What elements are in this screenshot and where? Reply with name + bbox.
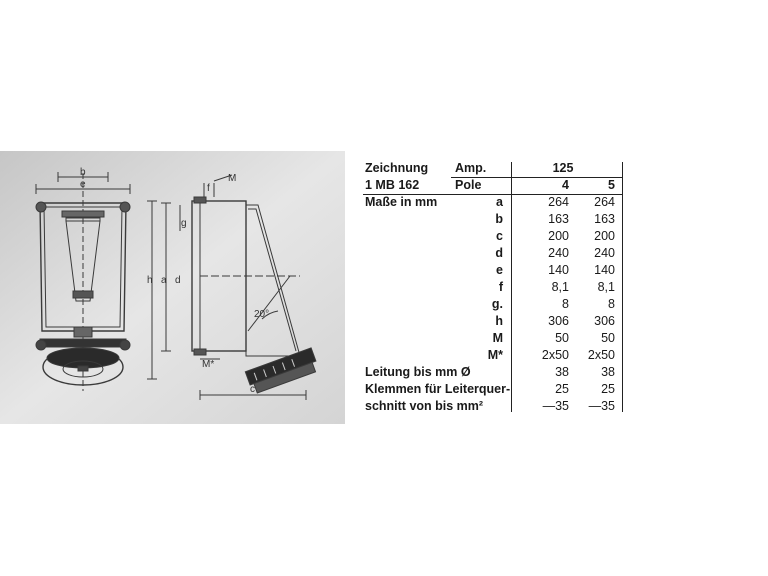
amp-value: 125	[552, 161, 574, 175]
label-angle: 20°	[254, 309, 270, 320]
drawing-background	[0, 151, 345, 424]
leitung-value-5: 38	[601, 365, 615, 379]
schnitt-row	[363, 398, 631, 415]
dim-key: f	[498, 280, 503, 294]
pole-label: Pole	[455, 178, 482, 192]
dim-value-4: 264	[548, 195, 569, 209]
header-row-1	[363, 160, 631, 177]
klemmen-value-5: 25	[601, 382, 615, 396]
dim-key: h	[495, 314, 503, 328]
dim-row-f	[363, 279, 631, 296]
masse-label: Maße in mm	[365, 195, 438, 209]
dim-value-4: 8	[562, 297, 569, 311]
label-f: f	[207, 183, 210, 194]
rule-col-left	[511, 162, 512, 412]
dim-value-4: 2x50	[541, 348, 569, 362]
dim-row-d	[363, 245, 631, 262]
label-e: e	[80, 179, 86, 190]
dim-value-5: 240	[594, 246, 615, 260]
dim-row-a	[363, 194, 631, 211]
dim-key: c	[496, 229, 503, 243]
amp-label: Amp.	[455, 161, 487, 175]
dim-value-5: 2x50	[587, 348, 615, 362]
leitung-label: Leitung bis mm Ø	[365, 365, 471, 379]
dim-value-4: 163	[548, 212, 569, 226]
label-b: b	[80, 167, 86, 178]
zeichnung-label: Zeichnung	[365, 161, 429, 175]
dim-value-5: 200	[594, 229, 615, 243]
dim-row-b	[363, 211, 631, 228]
label-M: M	[228, 173, 237, 184]
label-d: d	[175, 275, 181, 286]
dim-value-4: 50	[555, 331, 569, 345]
dim-value-4: 8,1	[551, 280, 569, 294]
label-h: h	[147, 275, 153, 286]
dim-key: g.	[491, 297, 503, 311]
schnitt-label: schnitt von bis mm²	[365, 399, 484, 413]
dim-row-g	[363, 296, 631, 313]
pole-5: 5	[608, 178, 615, 192]
dim-row-Mstar	[363, 347, 631, 364]
dim-row-M	[363, 330, 631, 347]
dim-row-e	[363, 262, 631, 279]
spec-table	[363, 160, 631, 415]
dim-key: a	[496, 195, 503, 209]
rule-under-amp	[451, 177, 623, 178]
dim-value-5: 50	[601, 331, 615, 345]
schnitt-value-5: —35	[588, 399, 615, 413]
dim-row-h	[363, 313, 631, 330]
dim-value-4: 140	[548, 263, 569, 277]
dim-value-5: 306	[594, 314, 615, 328]
schnitt-value-4: —35	[542, 399, 569, 413]
header-row-2	[363, 177, 631, 194]
leitung-row	[363, 364, 631, 381]
dim-key: M	[492, 331, 503, 345]
label-a: a	[161, 275, 167, 286]
dim-value-5: 140	[594, 263, 615, 277]
dim-value-5: 8	[608, 297, 615, 311]
rule-under-header	[363, 194, 623, 195]
dim-value-4: 200	[548, 229, 569, 243]
klemmen-row	[363, 381, 631, 398]
klemmen-label: Klemmen für Leiterquer-	[365, 382, 511, 396]
label-g: g	[181, 218, 187, 229]
label-c: c	[250, 384, 255, 395]
klemmen-value-4: 25	[555, 382, 569, 396]
pole-4: 4	[562, 178, 569, 192]
dim-key: e	[496, 263, 503, 277]
dim-value-5: 163	[594, 212, 615, 226]
dim-row-c	[363, 228, 631, 245]
technical-drawing	[0, 151, 345, 424]
leitung-value-4: 38	[555, 365, 569, 379]
dim-key: b	[495, 212, 503, 226]
dim-key: d	[495, 246, 503, 260]
label-Mstar: M*	[202, 359, 215, 370]
rule-col-right	[622, 162, 623, 412]
model-label: 1 MB 162	[365, 178, 420, 192]
dim-key: M*	[487, 348, 503, 362]
dim-value-5: 8,1	[597, 280, 615, 294]
dim-value-4: 306	[548, 314, 569, 328]
dim-value-4: 240	[548, 246, 569, 260]
dim-value-5: 264	[594, 195, 615, 209]
